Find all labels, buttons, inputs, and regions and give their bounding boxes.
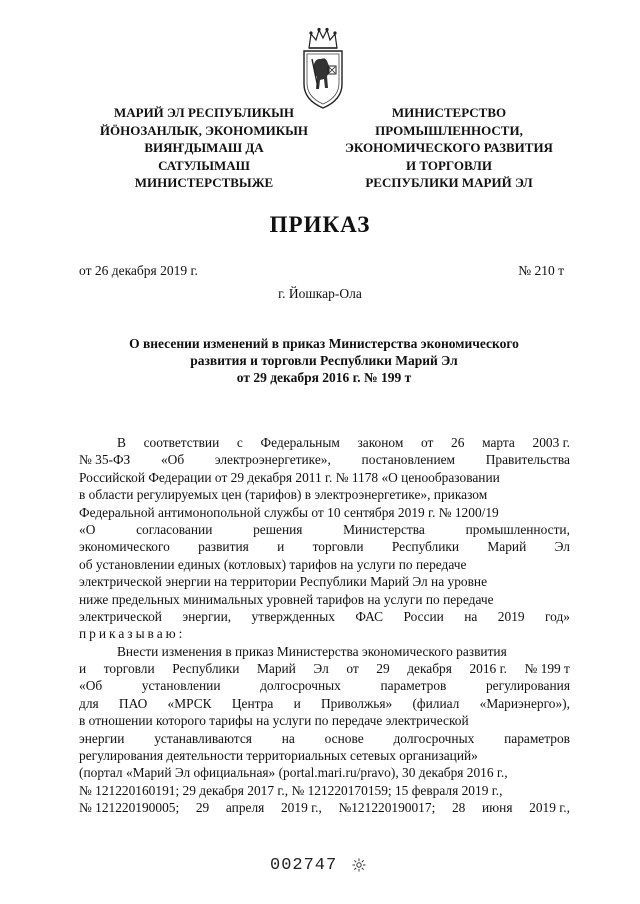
header-right-line: И ТОРГОВЛИ xyxy=(406,157,492,173)
header-left-line: МИНИСТЕРСТВЫЖЕ xyxy=(134,175,274,190)
body-word: энергии xyxy=(79,730,125,746)
coat-of-arms-emblem-icon xyxy=(300,26,346,110)
body-word: законом xyxy=(357,435,404,450)
body-word: развития xyxy=(198,539,249,555)
document-city: г. Йошкар-Ола xyxy=(278,286,362,301)
subject-line: О внесении изменений в приказ Министерства экономического xyxy=(129,336,519,351)
body-word: № 199 т xyxy=(524,661,570,677)
body-word: ФАС xyxy=(355,608,384,624)
body-line xyxy=(79,538,570,555)
header-right-line: МИНИСТЕРСТВО xyxy=(391,105,507,120)
body-word: «О xyxy=(79,521,96,537)
body-word: (филиал xyxy=(412,695,460,711)
body-line xyxy=(79,730,570,747)
body-word: в отношении которого тарифы на услуги по передаче электрической xyxy=(79,713,469,729)
body-word: электрической xyxy=(79,608,162,624)
body-word: 2016 г. xyxy=(469,661,507,677)
body-word: Министерства xyxy=(343,521,425,537)
subject-line: от 29 декабря 2016 г. № 199 т xyxy=(236,370,412,385)
body-line xyxy=(79,608,570,625)
header-left-line: МАРИЙ ЭЛ РЕСПУБЛИКЫН xyxy=(113,105,295,120)
body-word: промышленности, xyxy=(465,521,570,537)
body-word: год» xyxy=(544,608,570,624)
body-word: торговли xyxy=(312,539,364,555)
body-word: № 121220190005; xyxy=(79,800,180,816)
ministry-name-russian xyxy=(336,104,562,192)
subject-line: развития и торговли Республики Марий Эл xyxy=(190,353,458,368)
body-line xyxy=(79,764,570,781)
header-right-line: ЭКОНОМИЧЕСКОГО РАЗВИТИЯ xyxy=(345,140,553,155)
body-word: Эл xyxy=(554,539,570,555)
body-line xyxy=(79,556,570,573)
body-word: Марий xyxy=(256,661,296,677)
body-word: Марий xyxy=(487,539,527,555)
body-line xyxy=(79,469,570,486)
body-word: Эл xyxy=(313,661,329,677)
body-word: согласовании xyxy=(136,521,213,537)
document-date: от 26 декабря 2019 г. xyxy=(79,263,198,278)
body-word: 2003 г. xyxy=(532,435,570,450)
body-word: устанавливаются xyxy=(154,730,252,746)
body-line xyxy=(79,799,570,816)
body-line xyxy=(79,660,570,677)
header-right-line: РЕСПУБЛИКИ МАРИЙ ЭЛ xyxy=(365,175,533,190)
body-word: регулирования деятельности территориальных сетевых организаций» xyxy=(79,748,478,764)
body-word: долгосрочных xyxy=(260,678,341,694)
body-line xyxy=(79,591,570,608)
body-word: № 121220160191; 29 декабря 2017 г., № 121220170159; 15 февраля 2019 г., xyxy=(79,782,503,798)
body-word: на xyxy=(464,608,478,624)
body-line xyxy=(79,712,570,729)
body-line xyxy=(79,504,570,521)
body-line xyxy=(79,486,570,503)
body-word: постановлением xyxy=(361,452,456,468)
body-word: от xyxy=(420,435,434,450)
body-word: 2019 г., xyxy=(529,800,570,816)
body-word: 2019 г., xyxy=(280,800,322,816)
body-line xyxy=(79,573,570,590)
body-line xyxy=(79,434,570,451)
body-word: «Об xyxy=(79,678,103,694)
body-word: «Мариэнерго»), xyxy=(479,695,570,711)
document-number: № 210 т xyxy=(518,263,564,278)
body-word: Центра xyxy=(231,695,274,711)
body-word: установлении xyxy=(141,678,221,694)
body-word: №121220190017; xyxy=(338,800,436,816)
body-word: 29 xyxy=(195,800,210,816)
body-line xyxy=(79,677,570,694)
body-word: Федеральной антимонопольной службы от 10 сентября 2019 г. № 1200/19 xyxy=(79,504,499,520)
body-line xyxy=(79,521,570,538)
body-word: 29 xyxy=(376,661,390,677)
document-subject xyxy=(86,335,562,386)
body-word: «МРСК xyxy=(167,695,212,711)
body-word: ПАО xyxy=(118,695,148,711)
body-word: регулирования xyxy=(485,678,570,694)
body-word: на xyxy=(281,730,295,746)
body-word: решения xyxy=(253,521,303,537)
body-word: параметров xyxy=(380,678,447,694)
body-word: «Об xyxy=(160,452,185,468)
body-word: в области регулируемых цен (тарифов) в электроэнергетике», приказом xyxy=(79,487,488,503)
body-word: Республики xyxy=(172,661,240,677)
header-left-line: САТУЛЫМАШ xyxy=(158,157,250,173)
body-word: Республики xyxy=(391,539,460,555)
ministry-name-mari xyxy=(86,104,322,192)
body-word: основе xyxy=(324,730,364,746)
serial-number: 002747 xyxy=(270,856,338,875)
document-body xyxy=(79,434,570,817)
body-word: ниже предельных минимальных уровней тарифов на услуги по передаче xyxy=(79,591,494,607)
body-word: и xyxy=(277,539,285,555)
body-line xyxy=(79,643,570,660)
document-title: ПРИКАЗ xyxy=(269,212,371,237)
body-word: Российской Федерации от 29 декабря 2011 г. № 1178 «О ценообразовании xyxy=(79,469,500,485)
body-line xyxy=(79,625,570,642)
body-word: экономического xyxy=(79,539,170,555)
body-word: долгосрочных xyxy=(393,730,475,746)
body-word: декабря xyxy=(407,661,452,677)
header-right-line: ПРОМЫШЛЕННОСТИ, xyxy=(375,122,523,138)
body-word: торговли xyxy=(103,661,155,677)
body-word: 26 xyxy=(451,435,465,450)
body-word: с xyxy=(236,435,243,450)
body-word: Правительства xyxy=(485,452,570,468)
body-word: для xyxy=(79,695,99,711)
body-word: приказываю: xyxy=(79,626,186,642)
body-line xyxy=(79,747,570,764)
body-word: и xyxy=(293,695,301,711)
body-word: и xyxy=(79,661,87,677)
body-word: энергии, xyxy=(182,608,232,624)
body-word: апреля xyxy=(225,800,265,816)
body-word: от xyxy=(346,661,359,677)
body-word: электроэнергетике», xyxy=(214,452,331,468)
header-left-line: ЙӦНОЗАНЛЫК, ЭКОНОМИКЫН xyxy=(99,122,309,138)
body-word: об установлении единых (котловых) тарифов на услуги по передаче xyxy=(79,556,467,572)
body-word: России xyxy=(403,608,444,624)
body-word: марта xyxy=(482,435,515,450)
body-word: июня xyxy=(482,800,513,816)
body-line xyxy=(79,451,570,468)
body-word: В xyxy=(117,435,126,450)
body-line xyxy=(79,695,570,712)
header-left-line: ВИЯҤДЫМАШ ДА xyxy=(144,140,264,155)
body-word: утвержденных xyxy=(251,608,335,624)
body-word: № 35-ФЗ xyxy=(79,452,131,468)
body-word: Федеральным xyxy=(260,435,340,450)
body-word: электрической энергии на территории Республики Марий Эл на уровне xyxy=(79,574,488,590)
body-word: соответствии xyxy=(143,435,220,450)
body-word: 2019 xyxy=(497,608,525,624)
body-word: параметров xyxy=(504,730,570,746)
ornament-icon xyxy=(352,858,366,872)
body-line xyxy=(79,782,570,799)
body-word: 28 xyxy=(451,800,466,816)
body-word: Приволжья» xyxy=(321,695,393,711)
body-word: (портал «Марий Эл официальная» (portal.mari.ru/pravo), 30 декабря 2016 г., xyxy=(79,765,508,781)
body-word: Внести изменения в приказ Министерства экономического развития xyxy=(117,643,507,659)
